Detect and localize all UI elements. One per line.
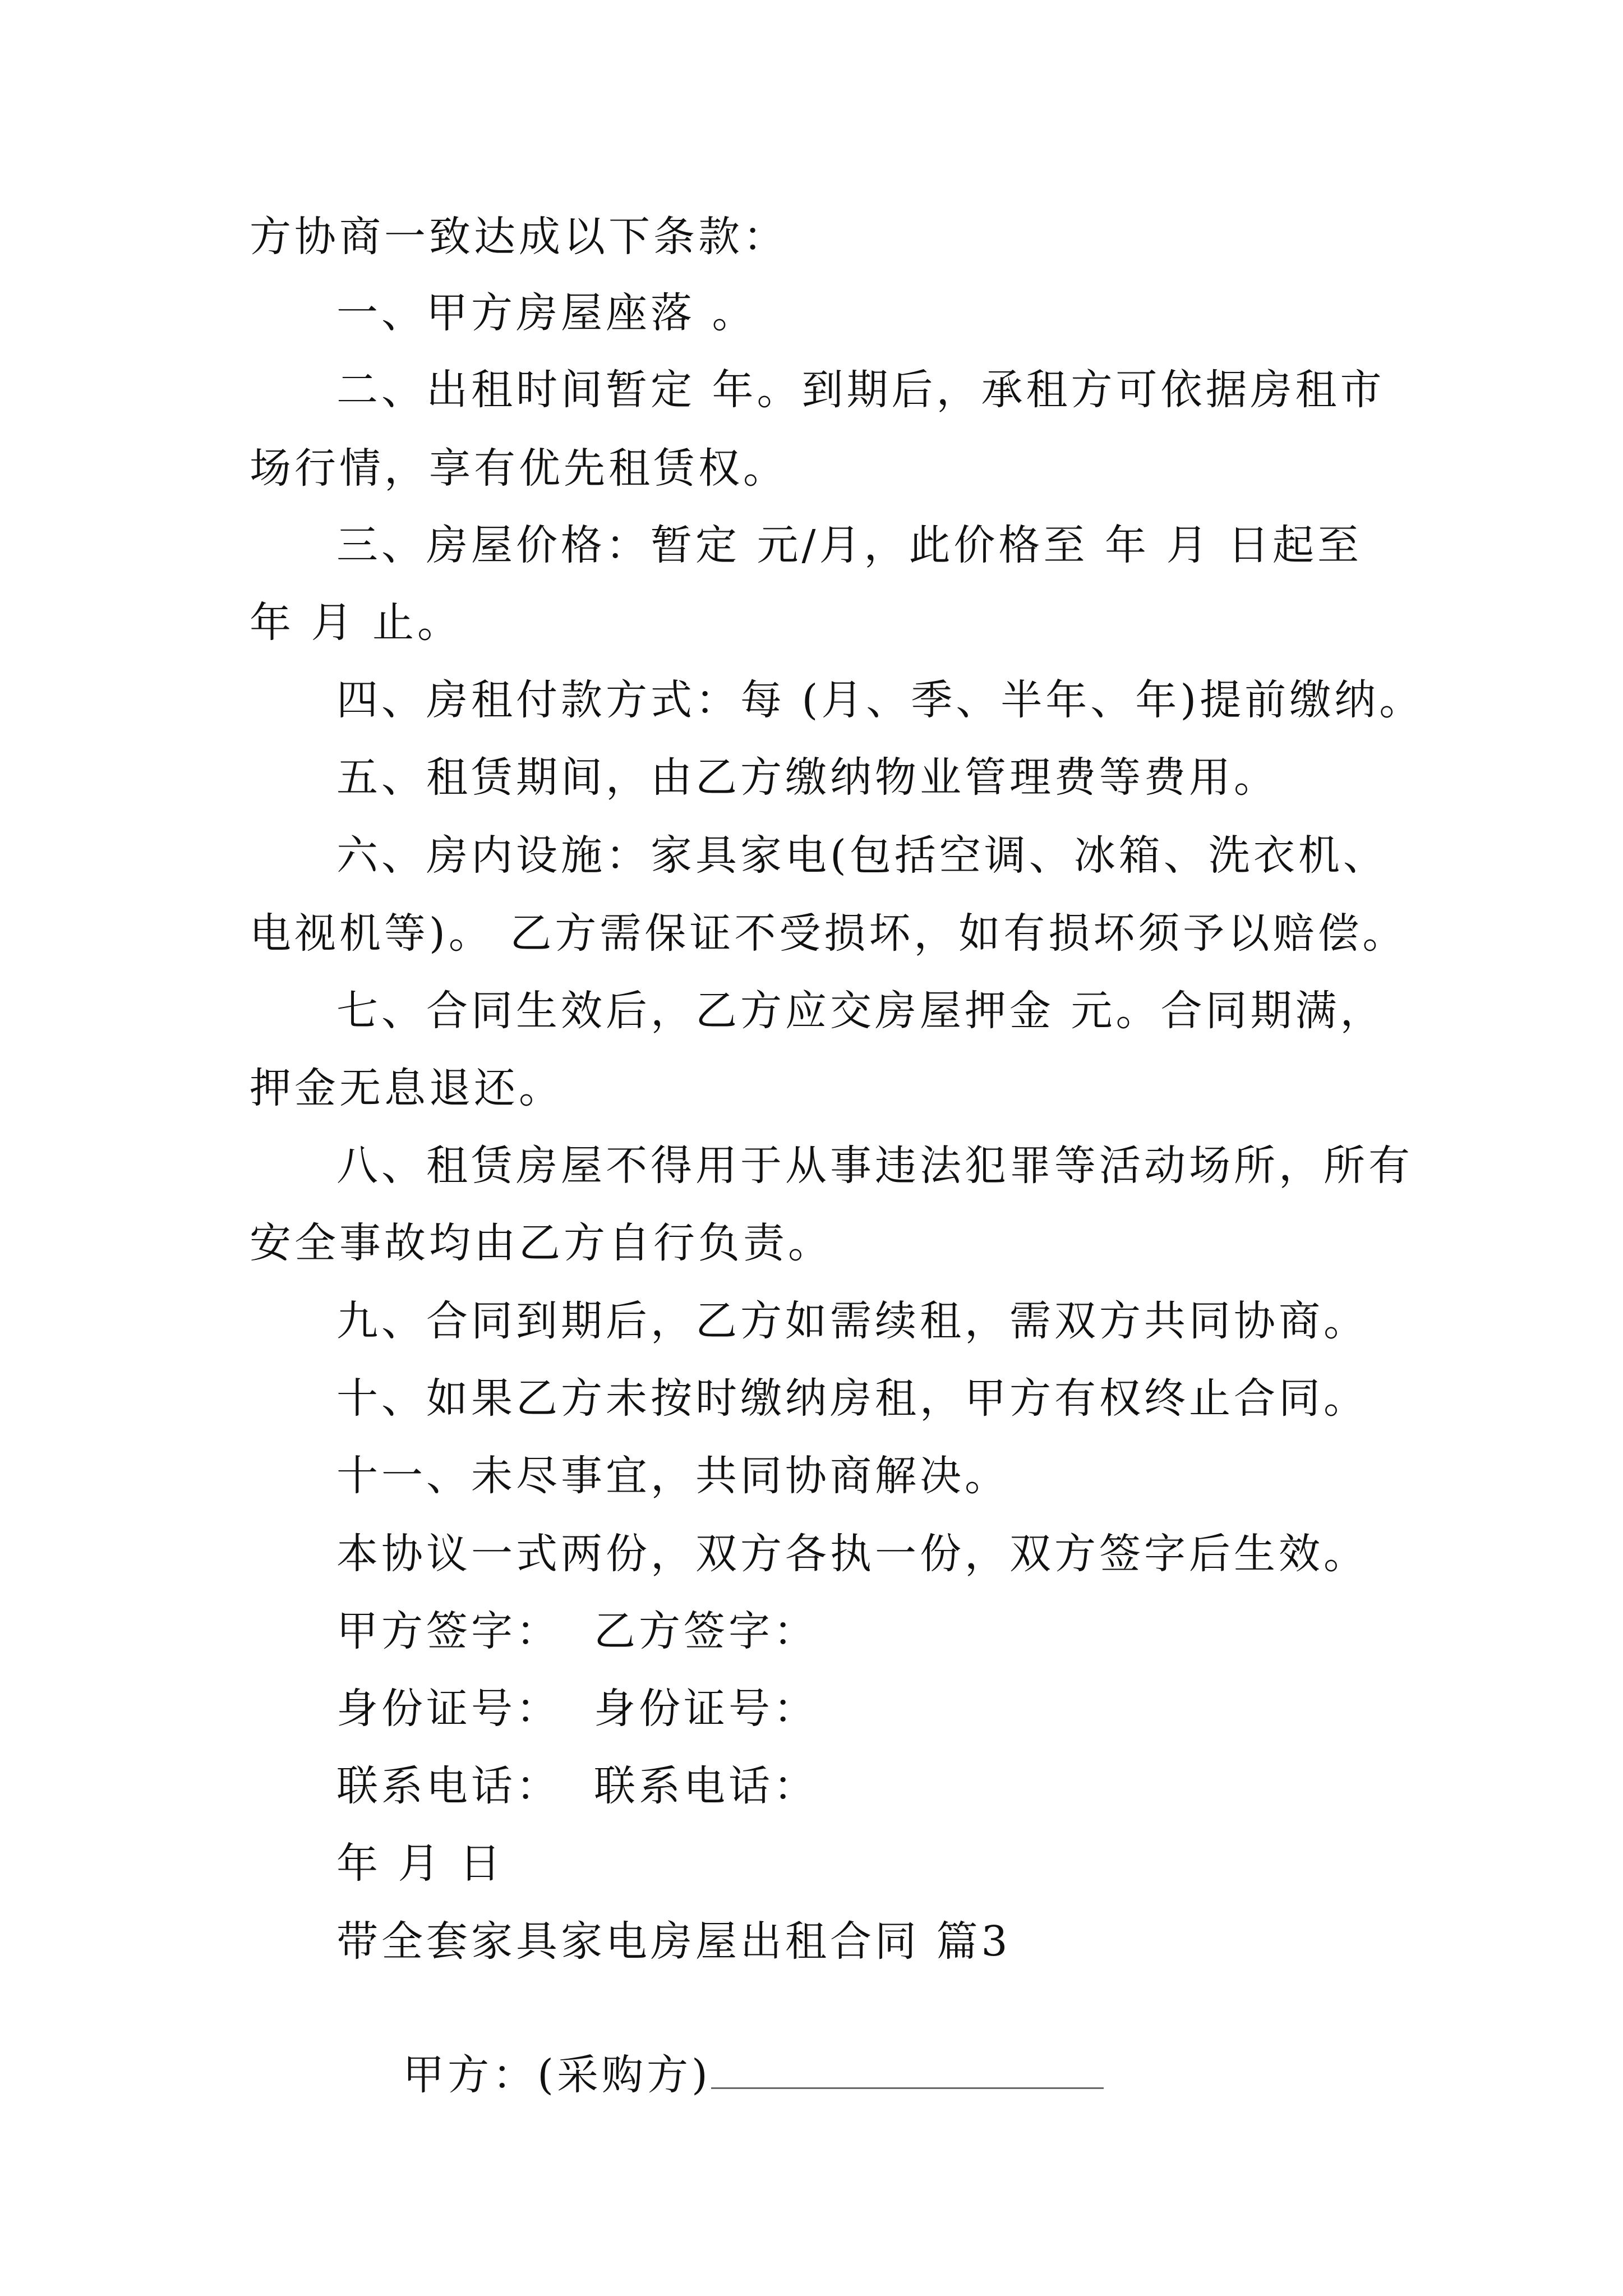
clause-8: 八、租赁房屋不得用于从事违法犯罪等活动场所，所有 [336,1142,1413,1190]
agreement-note: 本协议一式两份，双方各执一份，双方签字后生效。 [336,1530,1368,1578]
clause-3-cont: 年 月 止。 [250,599,463,647]
clause-11: 十一、未尽事宜，共同协商解决。 [336,1452,1009,1500]
clause-2: 二、出租时间暂定 年。到期后，承租方可依据房租市 [336,366,1385,414]
clause-6-cont: 电视机等)。 乙方需保证不受损坏，如有损坏须予以赔偿。 [250,909,1408,958]
section-heading: 带全套家具家电房屋出租合同 篇3 [336,1917,1011,1966]
clause-7: 七、合同生效后，乙方应交房屋押金 元。合同期满， [336,987,1385,1035]
clause-10: 十、如果乙方未按时缴纳房租，甲方有权终止合同。 [336,1374,1368,1423]
clause-8-cont: 安全事故均由乙方自行负责。 [250,1219,833,1267]
clause-6: 六、房内设施：家具家电(包括空调、冰箱、洗衣机、 [336,831,1388,880]
clause-5: 五、租赁期间，由乙方缴纳物业管理费等费用。 [336,753,1279,802]
clause-4: 四、房租付款方式：每 (月、季、半年、年)提前缴纳。 [336,676,1424,724]
clause-2-cont: 场行情，享有优先租赁权。 [250,444,788,493]
fill-in-blank [711,2047,1104,2089]
clause-1: 一、甲方房屋座落 。 [336,289,757,337]
id-number-line: 身份证号： 身份证号： [336,1685,819,1733]
party-a-line [336,1991,1104,2159]
party-a-label: 甲方：(采购方) [403,2051,711,2099]
clause-7-cont: 押金无息退还。 [250,1064,564,1112]
signature-line: 甲方签字： 乙方签字： [336,1607,819,1655]
clause-3: 三、房屋价格：暂定 元/月，此价格至 年 月 日起至 [336,521,1363,569]
text-line: 方协商一致达成以下条款： [250,213,788,261]
date-line: 年 月 日 [336,1839,505,1888]
clause-9: 九、合同到期后，乙方如需续租，需双方共同协商。 [336,1297,1368,1345]
phone-line: 联系电话： 联系电话： [336,1762,819,1810]
